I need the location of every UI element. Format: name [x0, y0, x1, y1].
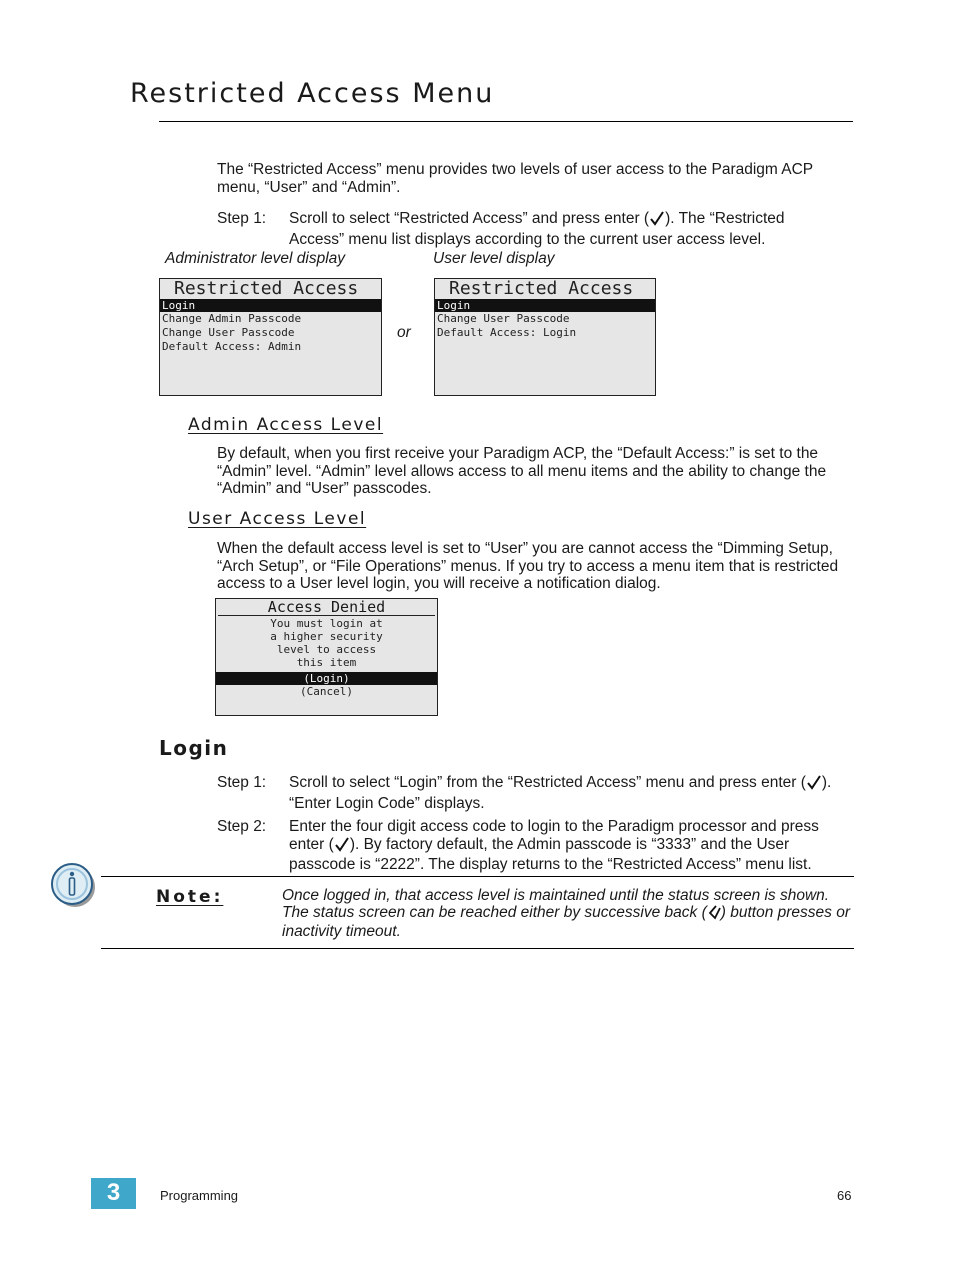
intro-paragraph: The “Restricted Access” menu provides two levels of user access to the Paradigm ACP menu, “User” and “Admin”.	[217, 161, 813, 196]
access-denied-line: this item	[296, 656, 357, 669]
enter-check-icon	[334, 836, 350, 857]
login-heading: Login	[159, 736, 229, 760]
login-step1-label: Step 1:	[217, 774, 267, 791]
user-lcd-display	[434, 278, 656, 396]
user-lcd-item: Change User Passcode	[437, 312, 570, 325]
enter-check-icon	[649, 210, 665, 231]
user-access-paragraph: When the default access level is set to “User” you are cannot access the “Dimming Setup, “Arch Setup”, or “File Operations” menus. If you try to access a menu item that is restricted access to a User level login, you will receive a notification dialog.	[217, 540, 839, 592]
intro-step1-text-after: ). The “Restricted Access” menu list displays according to the current user access level.	[289, 210, 785, 248]
back-icon	[707, 904, 721, 924]
note-label: Note:	[156, 887, 224, 907]
footer-section-name: Programming	[160, 1188, 239, 1203]
admin-lcd-item: Change User Passcode	[162, 326, 295, 339]
intro-step1-label: Step 1:	[217, 210, 267, 227]
chapter-number-badge: 3	[91, 1178, 136, 1209]
user-lcd-title: Restricted Access	[449, 278, 634, 299]
page-title: Restricted Access Menu	[130, 78, 495, 109]
access-denied-lcd	[215, 598, 438, 716]
access-denied-line: a higher security	[270, 630, 383, 643]
footer-page-number: 66	[837, 1188, 852, 1203]
note-text-after: ) button presses or inactivity timeout.	[282, 904, 850, 940]
admin-display-caption: Administrator level display	[165, 250, 346, 267]
note-text	[282, 888, 854, 940]
enter-check-icon	[806, 774, 822, 795]
access-denied-cancel-option: (Cancel)	[300, 685, 353, 698]
login-step2-text-before: Enter the four digit access code to login to the Paradigm processor and press enter (	[289, 818, 819, 853]
login-step1-text-after: ). “Enter Login Code” displays.	[289, 774, 832, 812]
admin-lcd-display	[159, 278, 382, 396]
or-text: or	[397, 324, 411, 341]
login-step1-text-before: Scroll to select “Login” from the “Restricted Access” menu and press enter (	[289, 774, 806, 791]
admin-lcd-item: Default Access: Admin	[162, 340, 302, 353]
note-bottom-rule	[101, 948, 854, 949]
user-display-caption: User level display	[433, 250, 555, 267]
admin-lcd-title: Restricted Access	[174, 278, 359, 299]
info-icon	[50, 861, 98, 909]
intro-step1-text	[289, 210, 829, 248]
admin-lcd-selected-item: Login	[160, 299, 381, 312]
login-step2-label: Step 2:	[217, 818, 267, 835]
access-denied-title: Access Denied	[218, 599, 435, 616]
title-rule	[159, 121, 853, 122]
user-lcd-item: Default Access: Login	[437, 326, 577, 339]
login-step1-text	[289, 774, 855, 812]
login-step2-text-after: ). By factory default, the Admin passcode is “3333” and the User passcode is “2222”. The display returns to the “Restricted Access” menu list.	[289, 835, 812, 873]
user-access-heading: User Access Level	[188, 509, 367, 529]
admin-access-paragraph: By default, when you first receive your Paradigm ACP, the “Default Access:” is set to the “Admin” level. “Admin” level allows access to all menu items and the ability to change the “Admin” and “User” passcodes.	[217, 445, 827, 497]
login-step2-text	[289, 818, 849, 874]
admin-access-heading: Admin Access Level	[188, 415, 384, 435]
intro-step1-text-before: Scroll to select “Restricted Access” and press enter (	[289, 210, 650, 227]
access-denied-line: You must login at	[270, 617, 383, 630]
user-lcd-selected-item: Login	[435, 299, 655, 312]
access-denied-login-option: (Login)	[216, 672, 437, 685]
access-denied-line: level to access	[276, 643, 377, 656]
note-top-rule	[101, 876, 854, 877]
note-text-before: Once logged in, that access level is maintained until the status screen is shown. The status screen can be reached either by successive back (	[282, 887, 830, 921]
admin-lcd-item: Change Admin Passcode	[162, 312, 302, 325]
